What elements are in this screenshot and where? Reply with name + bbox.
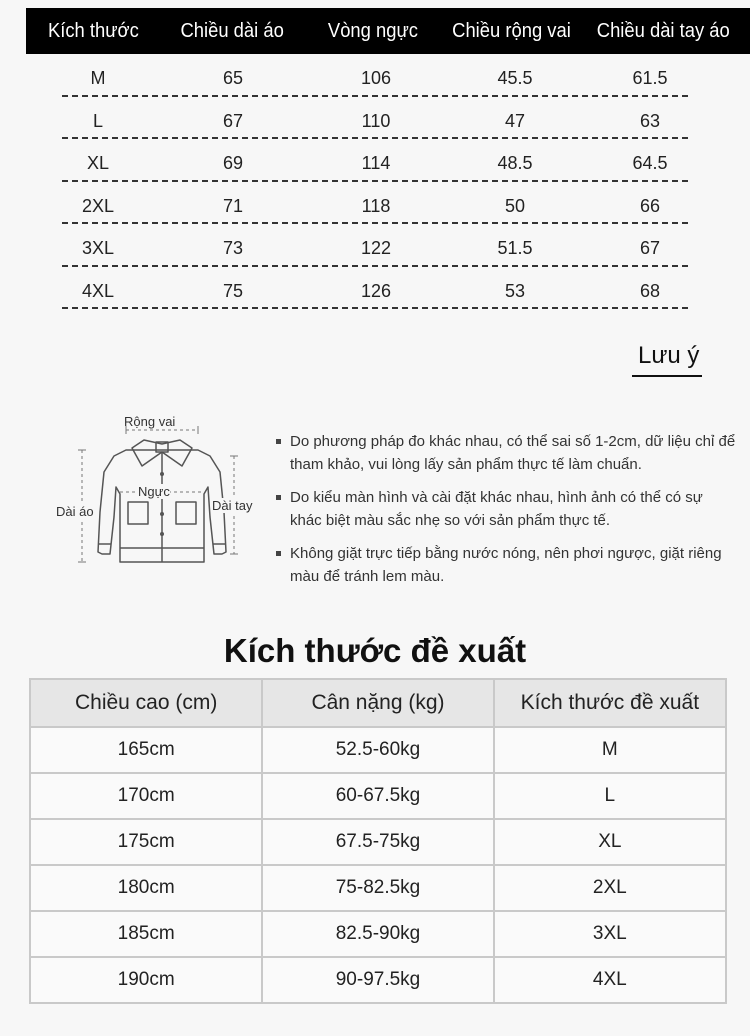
size-table-body xyxy=(0,54,750,309)
recommend-header-row xyxy=(30,679,726,727)
note-text: Không giặt trực tiếp bằng nước nóng, nên phơi ngược, giặt riêng màu để tránh lem màu. xyxy=(290,545,722,585)
size-table-cell: 3XL xyxy=(81,238,115,258)
recommend-cell: 175cm xyxy=(30,819,262,865)
size-table-cell: 50 xyxy=(504,195,526,216)
header-chest: Vòng ngực xyxy=(327,19,418,42)
recommend-row xyxy=(30,773,726,819)
recommend-row xyxy=(30,911,726,957)
size-table-row xyxy=(0,267,750,310)
size-table-row xyxy=(0,97,750,140)
note-title: Lưu ý xyxy=(638,342,700,369)
recommend-row xyxy=(30,865,726,911)
recommend-cell: 180cm xyxy=(30,865,262,911)
recommend-cell: M xyxy=(494,727,726,773)
label-sleeve: Dài tay xyxy=(212,498,253,513)
size-table-cell: M xyxy=(90,68,106,88)
size-table-cell: 67 xyxy=(639,238,661,258)
recommend-cell: 170cm xyxy=(30,773,262,819)
size-table-cell: 114 xyxy=(361,153,391,173)
size-table-row xyxy=(0,139,750,182)
recommend-cell: 3XL xyxy=(494,911,726,957)
size-table-row xyxy=(0,224,750,267)
size-table-cell: 118 xyxy=(361,195,391,216)
size-table-row xyxy=(0,182,750,225)
jacket-diagram xyxy=(54,412,264,582)
size-table-cell: 126 xyxy=(360,280,392,301)
note-item xyxy=(276,486,736,532)
size-table-cell: 67 xyxy=(222,110,244,131)
header-size: Kích thước xyxy=(47,19,139,42)
size-table-cell: 73 xyxy=(222,238,244,258)
recommend-cell: XL xyxy=(494,819,726,865)
recommend-cell: 165cm xyxy=(30,727,262,773)
header-sleeve: Chiều dài tay áo xyxy=(596,19,730,42)
size-table-cell: 63 xyxy=(639,110,661,131)
bullet-icon xyxy=(276,551,281,556)
size-table-cell: 75 xyxy=(222,280,244,301)
note-underline xyxy=(632,375,702,377)
size-table-cell: 68 xyxy=(639,280,661,301)
recommend-cell: 60-67.5kg xyxy=(262,773,493,819)
label-shoulder: Rộng vai xyxy=(124,414,176,429)
recommend-cell: 185cm xyxy=(30,911,262,957)
recommend-row xyxy=(30,727,726,773)
recommend-title: Kích thước đề xuất xyxy=(223,632,527,669)
size-table-cell: 69 xyxy=(222,153,244,173)
recommend-cell: 4XL xyxy=(494,957,726,1003)
label-chest: Ngực xyxy=(138,484,170,499)
bullet-icon xyxy=(276,495,281,500)
recommend-table xyxy=(29,678,727,1004)
header-length: Chiều dài áo xyxy=(180,19,284,42)
size-table-cell: 53 xyxy=(504,280,526,301)
label-length: Dài áo xyxy=(56,504,94,519)
size-table-cell: 51.5 xyxy=(497,238,533,258)
recommend-cell: 52.5-60kg xyxy=(262,727,493,773)
note-item xyxy=(276,430,736,476)
size-table-cell: 110 xyxy=(361,110,391,131)
note-text: Do phương pháp đo khác nhau, có thể sai số 1-2cm, dữ liệu chỉ để tham khảo, vui lòng lấy sản phẩm thực tế làm chuẩn. xyxy=(290,433,736,473)
row-divider xyxy=(62,307,688,309)
size-table-cell: 122 xyxy=(360,238,392,258)
note-text: Do kiểu màn hình và cài đặt khác nhau, hình ảnh có thể có sự khác biệt màu sắc nhẹ so với sản phẩm thực tế. xyxy=(290,489,703,529)
header-recommended-size: Kích thước đề xuất xyxy=(494,679,726,727)
recommend-row xyxy=(30,957,726,1003)
size-table-cell: 2XL xyxy=(81,195,115,216)
header-shoulder: Chiều rộng vai xyxy=(452,19,571,42)
note-list xyxy=(276,430,736,598)
size-table-cell: 4XL xyxy=(81,280,115,301)
bullet-icon xyxy=(276,439,281,444)
size-table-cell: 61.5 xyxy=(632,68,668,88)
recommend-cell: L xyxy=(494,773,726,819)
size-table-cell: 64.5 xyxy=(632,153,668,173)
size-table-cell: 71 xyxy=(222,195,244,216)
size-table-cell: L xyxy=(92,110,104,131)
recommend-cell: 67.5-75kg xyxy=(262,819,493,865)
size-table-cell: 47 xyxy=(504,110,526,131)
size-table-cell: 48.5 xyxy=(497,153,533,173)
header-weight: Cân nặng (kg) xyxy=(262,679,493,727)
recommend-cell: 82.5-90kg xyxy=(262,911,493,957)
recommend-cell: 90-97.5kg xyxy=(262,957,493,1003)
recommend-cell: 2XL xyxy=(494,865,726,911)
recommend-cell: 75-82.5kg xyxy=(262,865,493,911)
note-item xyxy=(276,542,736,588)
recommend-row xyxy=(30,819,726,865)
size-table-cell: 66 xyxy=(639,195,661,216)
size-table-cell: 45.5 xyxy=(497,68,533,88)
size-table-row xyxy=(0,54,750,97)
size-table-cell: 65 xyxy=(222,68,244,88)
size-table-cell: XL xyxy=(86,153,110,173)
size-table-cell: 106 xyxy=(360,68,392,88)
size-table-header xyxy=(26,8,750,54)
header-height: Chiều cao (cm) xyxy=(30,679,262,727)
recommend-cell: 190cm xyxy=(30,957,262,1003)
